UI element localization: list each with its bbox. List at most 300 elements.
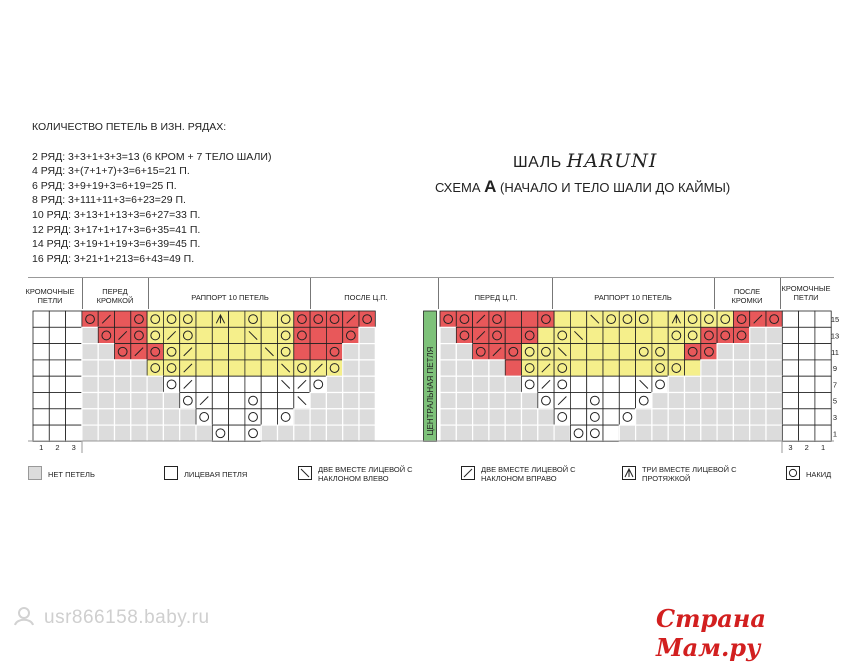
chart-cell xyxy=(717,409,733,425)
chart-cell xyxy=(522,327,538,343)
chart-cell xyxy=(343,425,359,441)
chart-cell xyxy=(522,376,538,392)
chart-cell xyxy=(261,327,277,343)
chart-cell xyxy=(701,376,717,392)
chart-cell xyxy=(131,376,147,392)
chart-cell xyxy=(636,393,652,409)
chart-cell xyxy=(98,409,114,425)
site-logo-strana-mam: Страна Мам.ру xyxy=(656,604,766,662)
chart-cell xyxy=(343,344,359,360)
chart-cell xyxy=(212,327,228,343)
chart-cell xyxy=(717,327,733,343)
chart-cell xyxy=(619,327,635,343)
chart-cell xyxy=(98,360,114,376)
chart-cell xyxy=(82,311,98,327)
chart-cell xyxy=(82,425,98,441)
section-edge-right: КРОМОЧНЫЕ ПЕТЛИ xyxy=(781,284,831,302)
chart-cell xyxy=(66,409,82,425)
chart-cell xyxy=(489,360,505,376)
stitch-count-row: 16 РЯД: 3+21+1+213=6+43=49 П. xyxy=(32,252,195,265)
chart-cell xyxy=(799,311,815,327)
chart-cell xyxy=(147,344,163,360)
chart-cell xyxy=(359,393,375,409)
chart-cell xyxy=(619,376,635,392)
title-prefix: ШАЛЬ xyxy=(513,154,562,171)
chart-cell xyxy=(619,311,635,327)
chart-cell xyxy=(505,311,521,327)
chart-cell xyxy=(196,425,212,441)
chart-cell xyxy=(750,393,766,409)
chart-cell xyxy=(587,327,603,343)
chart-cell xyxy=(505,344,521,360)
chart-cell xyxy=(456,425,472,441)
column-number: 2 xyxy=(55,443,60,452)
chart-cell xyxy=(261,409,277,425)
chart-cell xyxy=(619,360,635,376)
chart-cell xyxy=(245,360,261,376)
chart-cell xyxy=(245,311,261,327)
chart-cell xyxy=(522,425,538,441)
stitch-count-row: 14 РЯД: 3+19+1+19+3=6+39=45 П. xyxy=(32,238,201,251)
chart-cell xyxy=(522,311,538,327)
chart-cell xyxy=(717,344,733,360)
scheme-letter: А xyxy=(484,177,497,196)
chart-cell xyxy=(163,409,179,425)
chart-cell xyxy=(245,344,261,360)
chart-cell xyxy=(538,344,554,360)
chart-cell xyxy=(115,311,131,327)
chart-cell xyxy=(750,344,766,360)
chart-cell xyxy=(733,376,749,392)
chart-cell xyxy=(440,360,456,376)
chart-cell xyxy=(782,311,798,327)
chart-cell xyxy=(261,425,277,441)
chart-cell xyxy=(522,409,538,425)
stitch-count-row: 8 РЯД: 3+111+11+3=6+23=29 П. xyxy=(32,194,186,207)
chart-cell xyxy=(115,425,131,441)
chart-cell xyxy=(652,311,668,327)
scheme-word: СХЕМА xyxy=(435,180,481,195)
column-number: 1 xyxy=(820,443,826,452)
chart-cell xyxy=(750,425,766,441)
chart-cell xyxy=(489,425,505,441)
chart-cell xyxy=(685,311,701,327)
chart-cell xyxy=(326,425,342,441)
chart-cell xyxy=(570,376,586,392)
chart-cell xyxy=(619,409,635,425)
chart-cell xyxy=(261,360,277,376)
legend-k2tog-right-label: ДВЕ ВМЕСТЕ ЛИЦЕВОЙ С НАКЛОНОМ ВПРАВО xyxy=(481,465,576,483)
chart-cell xyxy=(49,344,65,360)
chart-cell xyxy=(701,425,717,441)
chart-cell xyxy=(212,360,228,376)
chart-cell xyxy=(212,393,228,409)
chart-cell xyxy=(750,409,766,425)
chart-cell xyxy=(668,327,684,343)
chart-cell xyxy=(782,425,798,441)
chart-cell xyxy=(815,327,831,343)
chart-cell xyxy=(294,409,310,425)
chart-cell xyxy=(733,360,749,376)
chart-cell xyxy=(456,344,472,360)
center-stitch-label: ЦЕНТРАЛЬНАЯ ПЕТЛЯ xyxy=(426,346,435,436)
section-edge-left: КРОМОЧНЫЕ ПЕТЛИ xyxy=(25,287,75,305)
chart-cell xyxy=(489,393,505,409)
chart-cell xyxy=(278,393,294,409)
chart-cell xyxy=(636,360,652,376)
chart-cell xyxy=(212,425,228,441)
chart-cell xyxy=(326,311,342,327)
chart-cell xyxy=(229,425,245,441)
chart-cell xyxy=(359,344,375,360)
chart-cell xyxy=(66,360,82,376)
section-after-edge: ПОСЛЕ КРОМКИ xyxy=(731,287,763,305)
chart-cell xyxy=(245,425,261,441)
chart-cell xyxy=(505,393,521,409)
chart-cell xyxy=(733,393,749,409)
chart-cell xyxy=(456,360,472,376)
chart-cell xyxy=(603,376,619,392)
chart-cell xyxy=(261,376,277,392)
chart-cell xyxy=(196,311,212,327)
chart-cell xyxy=(717,376,733,392)
chart-cell xyxy=(33,393,49,409)
chart-cell xyxy=(131,425,147,441)
chart-cell xyxy=(522,360,538,376)
chart-cell xyxy=(554,409,570,425)
chart-cell xyxy=(49,360,65,376)
chart-cell xyxy=(587,360,603,376)
chart-cell xyxy=(163,344,179,360)
chart-cell xyxy=(570,360,586,376)
chart-cell xyxy=(685,344,701,360)
chart-cell xyxy=(619,344,635,360)
chart-cell xyxy=(815,393,831,409)
chart-cell xyxy=(359,360,375,376)
chart-cell xyxy=(652,344,668,360)
chart-cell xyxy=(668,425,684,441)
chart-cell xyxy=(652,409,668,425)
chart-cell xyxy=(326,327,342,343)
chart-cell xyxy=(522,344,538,360)
chart-cell xyxy=(587,376,603,392)
row-number: 11 xyxy=(831,347,839,357)
chart-cell xyxy=(717,360,733,376)
chart-cell xyxy=(701,360,717,376)
chart-cell xyxy=(473,344,489,360)
chart-cell xyxy=(180,327,196,343)
chart-cell xyxy=(294,425,310,441)
chart-cell xyxy=(343,393,359,409)
chart-cell xyxy=(147,327,163,343)
scheme-description: (НАЧАЛО И ТЕЛО ШАЛИ ДО КАЙМЫ) xyxy=(500,180,731,195)
legend-k3tog-label: ТРИ ВМЕСТЕ ЛИЦЕВОЙ С ПРОТЯЖКОЙ xyxy=(642,465,737,483)
legend-no-stitch-label: НЕТ ПЕТЕЛЬ xyxy=(48,470,95,479)
chart-cell xyxy=(668,393,684,409)
chart-cell xyxy=(587,344,603,360)
chart-cell xyxy=(326,376,342,392)
chart-cell xyxy=(668,360,684,376)
chart-cell xyxy=(733,425,749,441)
chart-cell xyxy=(49,425,65,441)
chart-cell xyxy=(554,425,570,441)
row-number: 7 xyxy=(832,380,838,390)
chart-cell xyxy=(733,344,749,360)
column-number: 2 xyxy=(804,443,809,452)
chart-cell xyxy=(538,327,554,343)
stitch-count-row: 6 РЯД: 3+9+19+3=6+19=25 П. xyxy=(32,179,177,192)
chart-cell xyxy=(440,409,456,425)
chart-cell xyxy=(294,344,310,360)
chart-cell xyxy=(570,425,586,441)
chart-cell xyxy=(652,393,668,409)
chart-cell xyxy=(359,376,375,392)
chart-cell xyxy=(326,393,342,409)
column-number: 1 xyxy=(39,443,44,452)
chart-cell xyxy=(505,327,521,343)
chart-cell xyxy=(66,425,82,441)
chart-cell xyxy=(603,393,619,409)
chart-cell xyxy=(163,311,179,327)
chart-cell xyxy=(570,311,586,327)
chart-cell xyxy=(98,393,114,409)
legend-no-stitch-swatch xyxy=(28,466,42,480)
row-number: 9 xyxy=(832,364,838,374)
chart-cell xyxy=(766,344,782,360)
chart-cell xyxy=(570,344,586,360)
chart-cell xyxy=(212,344,228,360)
section-after-center: ПОСЛЕ Ц.П. xyxy=(344,293,388,302)
chart-cell xyxy=(456,409,472,425)
section-repeat-right: РАППОРТ 10 ПЕТЕЛЬ xyxy=(594,293,672,302)
chart-cell xyxy=(326,360,342,376)
chart-cell xyxy=(619,393,635,409)
chart-cell xyxy=(440,376,456,392)
chart-cell xyxy=(717,425,733,441)
chart-cell xyxy=(440,393,456,409)
chart-cell xyxy=(587,425,603,441)
chart-cell xyxy=(782,360,798,376)
chart-cell xyxy=(147,425,163,441)
chart-cell xyxy=(570,393,586,409)
chart-cell xyxy=(619,425,635,441)
k3tog-icon xyxy=(623,467,635,479)
chart-cell xyxy=(98,327,114,343)
chart-cell xyxy=(538,425,554,441)
chart-cell xyxy=(652,376,668,392)
yarn-over-icon xyxy=(787,467,799,479)
chart-cell xyxy=(636,344,652,360)
chart-cell xyxy=(587,409,603,425)
chart-cell xyxy=(147,311,163,327)
chart-cell xyxy=(440,425,456,441)
chart-cell xyxy=(440,344,456,360)
row-number: 1 xyxy=(832,429,838,439)
chart-cell xyxy=(652,360,668,376)
chart-cell xyxy=(815,360,831,376)
chart-cell xyxy=(766,327,782,343)
chart-cell xyxy=(343,376,359,392)
chart-cell xyxy=(82,376,98,392)
chart-cell xyxy=(473,376,489,392)
chart-cell xyxy=(212,409,228,425)
chart-cell xyxy=(440,311,456,327)
chart-cell xyxy=(180,409,196,425)
chart-cell xyxy=(733,327,749,343)
chart-cell xyxy=(66,393,82,409)
chart-cell xyxy=(505,360,521,376)
chart-cell xyxy=(147,360,163,376)
column-number: 3 xyxy=(71,443,76,452)
chart-cell xyxy=(799,409,815,425)
chart-cell xyxy=(196,376,212,392)
chart-cell xyxy=(310,311,326,327)
chart-cell xyxy=(343,327,359,343)
chart-cell xyxy=(685,425,701,441)
chart-cell xyxy=(750,376,766,392)
chart-cell xyxy=(652,327,668,343)
chart-cell xyxy=(33,425,49,441)
chart-cell xyxy=(554,311,570,327)
chart-cell xyxy=(636,311,652,327)
chart-cell xyxy=(685,409,701,425)
chart-cell xyxy=(733,409,749,425)
chart-cell xyxy=(587,393,603,409)
chart-cell xyxy=(668,344,684,360)
chart-cell xyxy=(522,393,538,409)
chart-cell xyxy=(131,393,147,409)
chart-cell xyxy=(33,344,49,360)
chart-cell xyxy=(603,360,619,376)
legend-k2tog-left-label: ДВЕ ВМЕСТЕ ЛИЦЕВОЙ С НАКЛОНОМ ВЛЕВО xyxy=(318,465,413,483)
chart-cell xyxy=(49,327,65,343)
chart-cell xyxy=(815,425,831,441)
chart-cell xyxy=(33,409,49,425)
chart-cell xyxy=(685,360,701,376)
chart-cell xyxy=(261,393,277,409)
chart-cell xyxy=(750,360,766,376)
chart-cell xyxy=(49,311,65,327)
chart-cell xyxy=(82,344,98,360)
chart-cell xyxy=(815,311,831,327)
chart-cell xyxy=(180,311,196,327)
chart-cell xyxy=(766,360,782,376)
chart-cell xyxy=(456,393,472,409)
column-number: 3 xyxy=(788,443,793,452)
chart-cell xyxy=(115,360,131,376)
chart-cell xyxy=(163,360,179,376)
chart-cell xyxy=(229,360,245,376)
chart-cell xyxy=(554,360,570,376)
chart-cell xyxy=(636,425,652,441)
chart-cell xyxy=(782,344,798,360)
chart-cell xyxy=(115,376,131,392)
section-before-edge: ПЕРЕД КРОМКОЙ xyxy=(96,287,134,305)
chart-cell xyxy=(180,425,196,441)
chart-cell xyxy=(294,311,310,327)
chart-cell xyxy=(310,327,326,343)
chart-cell xyxy=(766,425,782,441)
chart-cell xyxy=(49,409,65,425)
chart-cell xyxy=(66,344,82,360)
chart-cell xyxy=(229,376,245,392)
chart-cell xyxy=(766,393,782,409)
chart-cell xyxy=(782,393,798,409)
chart-cell xyxy=(180,393,196,409)
legend-knit-label: ЛИЦЕВАЯ ПЕТЛЯ xyxy=(184,470,248,479)
chart-cell xyxy=(163,425,179,441)
chart-cell xyxy=(359,409,375,425)
chart-cell xyxy=(278,344,294,360)
chart-cell xyxy=(326,409,342,425)
chart-cell xyxy=(196,327,212,343)
chart-cell xyxy=(701,393,717,409)
legend-k2tog-right-swatch xyxy=(461,466,475,480)
user-avatar-icon xyxy=(12,606,36,626)
chart-cell xyxy=(131,311,147,327)
chart-cell xyxy=(815,344,831,360)
row-number: 13 xyxy=(830,331,840,341)
chart-cell xyxy=(66,327,82,343)
legend-yo-label: НАКИД xyxy=(806,470,832,479)
chart-cell xyxy=(685,376,701,392)
chart-cell xyxy=(196,344,212,360)
chart-cell xyxy=(505,425,521,441)
chart-cell xyxy=(115,344,131,360)
chart-cell xyxy=(212,376,228,392)
section-repeat-left: РАППОРТ 10 ПЕТЕЛЬ xyxy=(191,293,269,302)
chart-cell xyxy=(473,425,489,441)
chart-cell xyxy=(603,425,619,441)
chart-cell xyxy=(701,311,717,327)
chart-cell xyxy=(505,409,521,425)
chart-cell xyxy=(229,393,245,409)
chart-cell xyxy=(636,409,652,425)
chart-cell xyxy=(766,376,782,392)
chart-cell xyxy=(245,376,261,392)
chart-cell xyxy=(733,311,749,327)
chart-cell xyxy=(98,376,114,392)
chart-cell xyxy=(668,409,684,425)
chart-cell xyxy=(310,409,326,425)
chart-cell xyxy=(33,327,49,343)
chart-cell xyxy=(49,393,65,409)
chart-cell xyxy=(701,327,717,343)
chart-cell xyxy=(717,311,733,327)
chart-cell xyxy=(196,409,212,425)
chart-cell xyxy=(310,344,326,360)
chart-cell xyxy=(310,376,326,392)
stitch-count-header: КОЛИЧЕСТВО ПЕТЕЛЬ В ИЗН. РЯДАХ: xyxy=(32,121,227,133)
site-watermark-user: usr866158.baby.ru xyxy=(12,606,210,629)
chart-cell xyxy=(131,409,147,425)
chart-cell xyxy=(294,360,310,376)
chart-cell xyxy=(49,376,65,392)
legend-yo-swatch xyxy=(786,466,800,480)
chart-cell xyxy=(147,393,163,409)
chart-cell xyxy=(603,344,619,360)
shawl-name: HARUNI xyxy=(566,150,658,172)
chart-cell xyxy=(782,409,798,425)
chart-cell xyxy=(359,425,375,441)
chart-cell xyxy=(799,393,815,409)
chart-cell xyxy=(131,327,147,343)
chart-cell xyxy=(473,360,489,376)
chart-cell xyxy=(310,425,326,441)
chart-cell xyxy=(326,344,342,360)
chart-cell xyxy=(82,360,98,376)
legend-k3tog-swatch xyxy=(622,466,636,480)
